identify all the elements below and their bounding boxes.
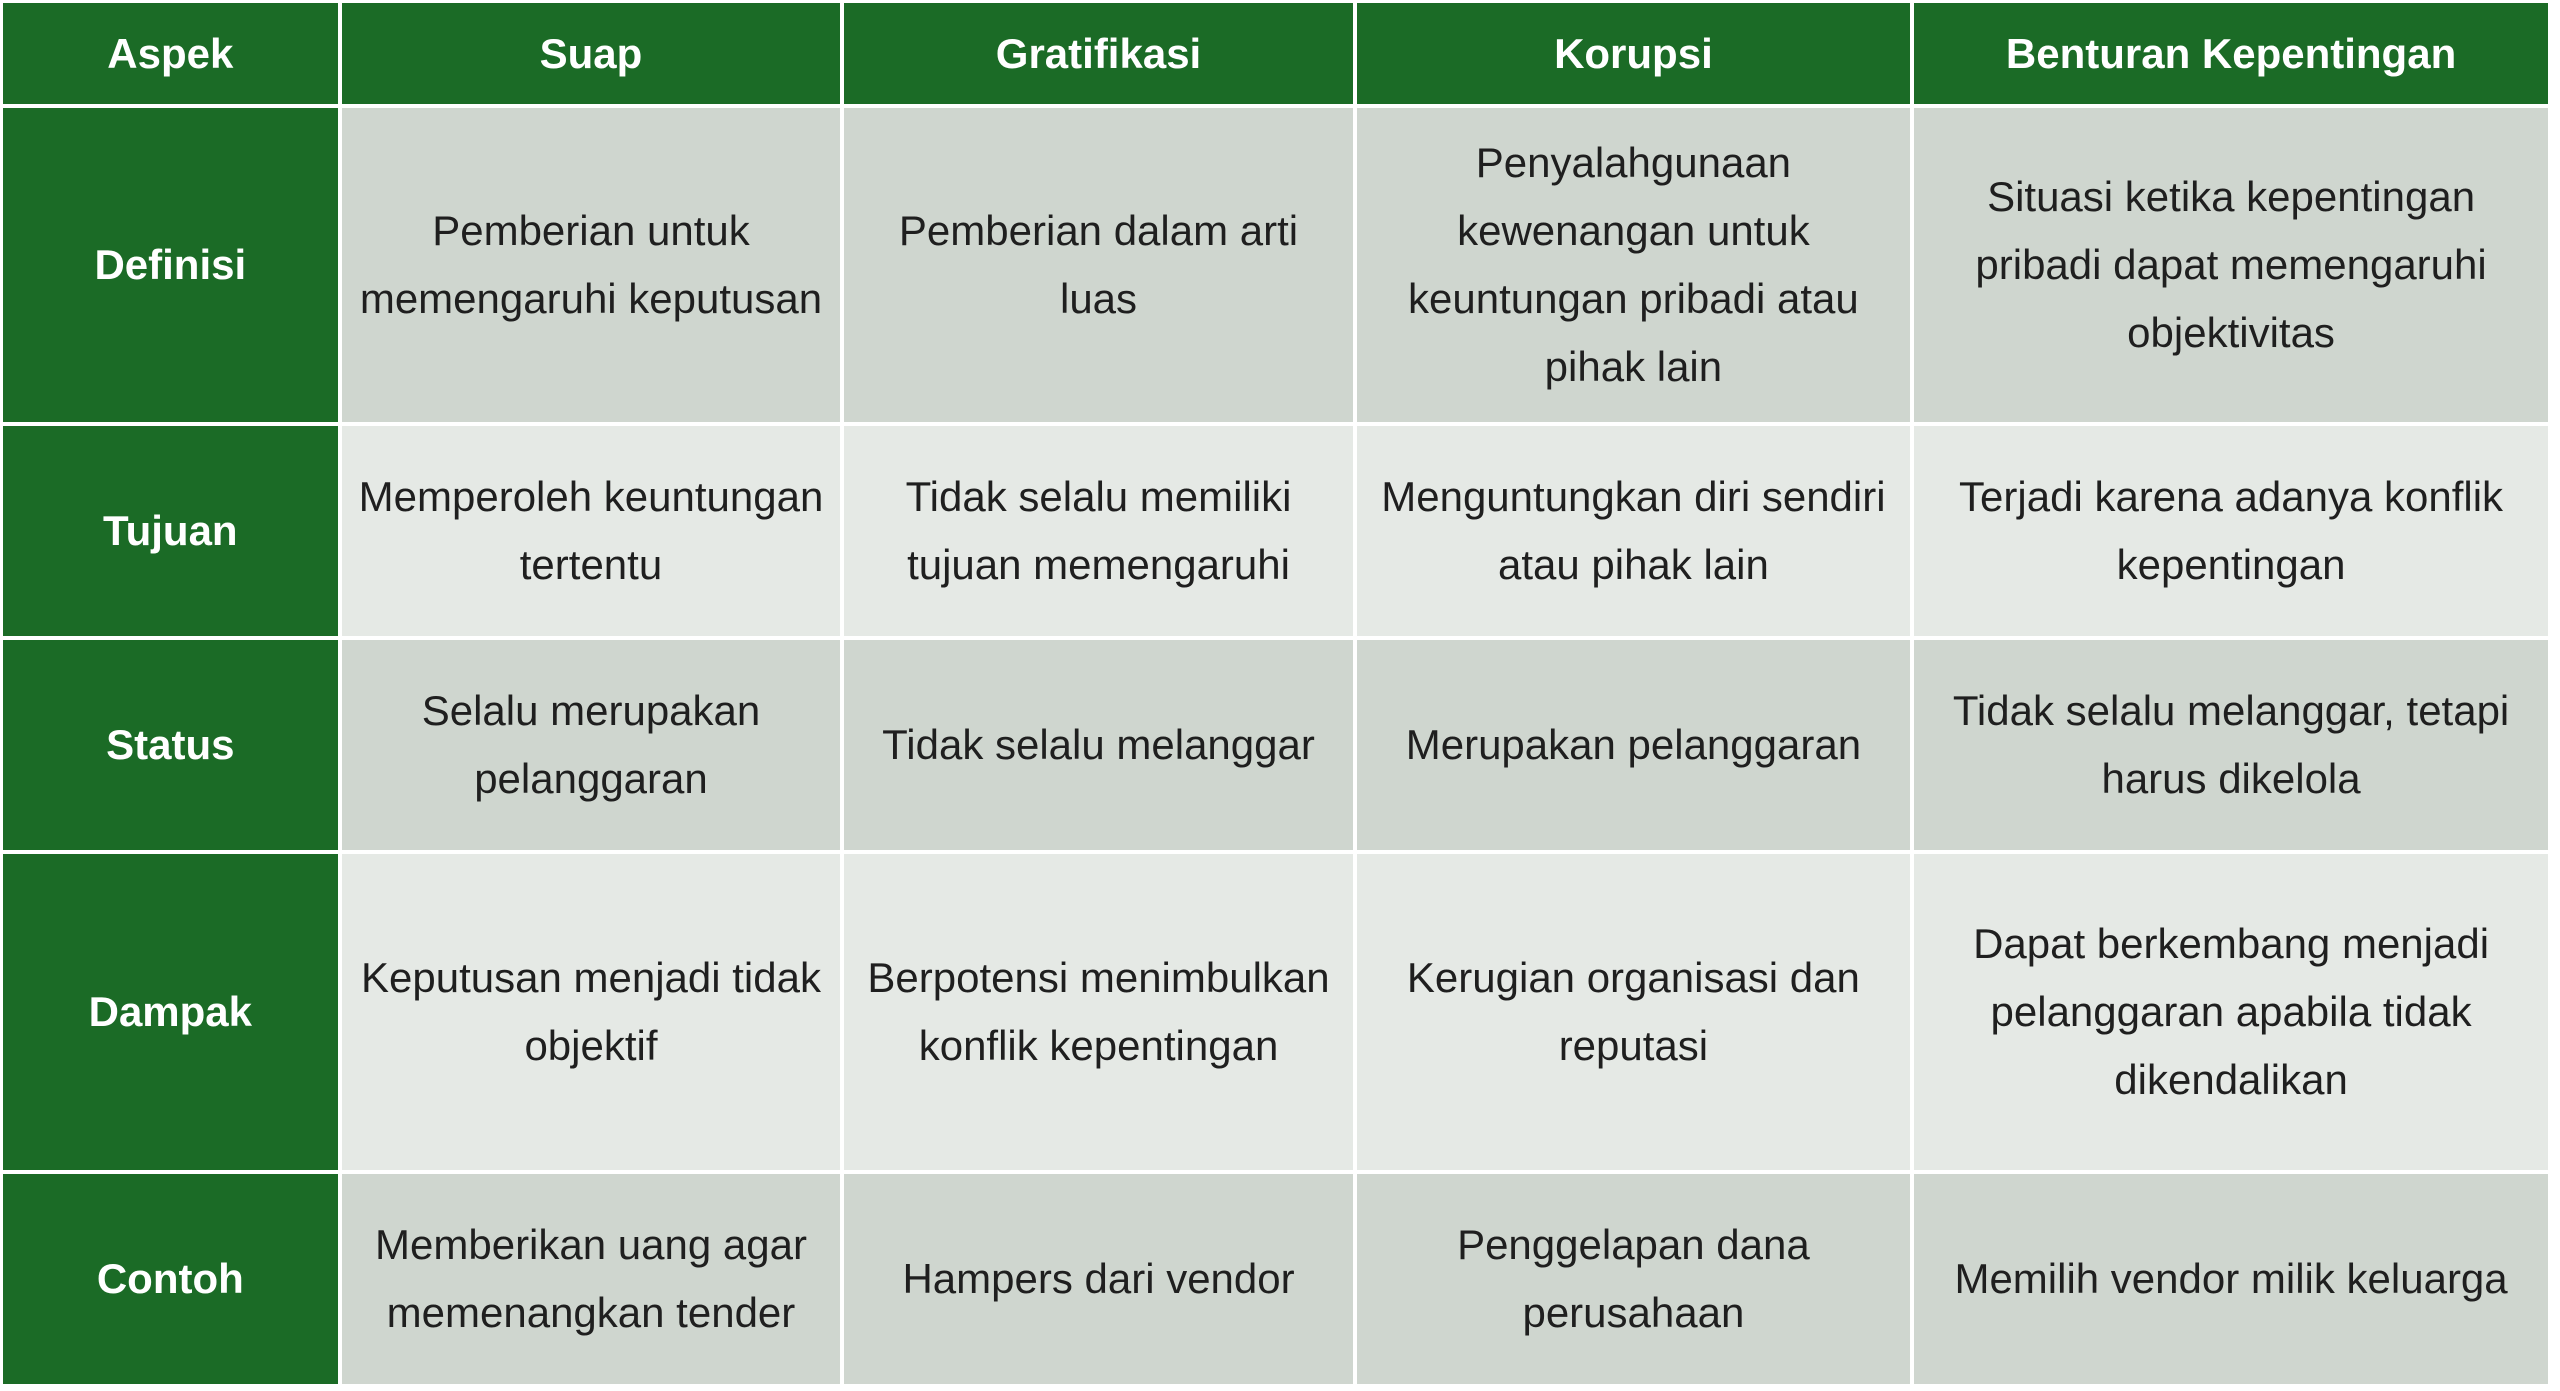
cell-tujuan-suap: Memperoleh keuntungan tertentu — [342, 426, 841, 636]
cell-definisi-gratifikasi: Pemberian dalam arti luas — [844, 108, 1352, 422]
cell-tujuan-benturan: Terjadi karena adanya konflik kepentingan — [1914, 426, 2548, 636]
header-korupsi: Korupsi — [1357, 3, 1910, 104]
header-gratifikasi: Gratifikasi — [844, 3, 1352, 104]
table-row-definisi — [3, 108, 2548, 422]
cell-status-korupsi: Merupakan pelanggaran — [1357, 640, 1910, 850]
cell-dampak-benturan: Dapat berkembang menjadi pelanggaran apabila tidak dikendalikan — [1914, 854, 2548, 1170]
cell-status-gratifikasi: Tidak selalu melanggar — [844, 640, 1352, 850]
table-header — [3, 3, 2548, 104]
cell-contoh-benturan: Memilih vendor milik keluarga — [1914, 1174, 2548, 1384]
table-body — [3, 108, 2548, 1384]
table-row-dampak — [3, 854, 2548, 1170]
cell-contoh-gratifikasi: Hampers dari vendor — [844, 1174, 1352, 1384]
cell-status-benturan: Tidak selalu melanggar, tetapi harus dikelola — [1914, 640, 2548, 850]
table-row-contoh — [3, 1174, 2548, 1384]
cell-definisi-korupsi: Penyalahgunaan kewenangan untuk keuntungan pribadi atau pihak lain — [1357, 108, 1910, 422]
table-row-tujuan — [3, 426, 2548, 636]
cell-tujuan-gratifikasi: Tidak selalu memiliki tujuan memengaruhi — [844, 426, 1352, 636]
cell-definisi-benturan: Situasi ketika kepentingan pribadi dapat memengaruhi objektivitas — [1914, 108, 2548, 422]
table-row-status — [3, 640, 2548, 850]
cell-dampak-korupsi: Kerugian organisasi dan reputasi — [1357, 854, 1910, 1170]
header-aspek: Aspek — [3, 3, 338, 104]
row-label-dampak: Dampak — [3, 854, 338, 1170]
row-label-status: Status — [3, 640, 338, 850]
cell-contoh-korupsi: Penggelapan dana perusahaan — [1357, 1174, 1910, 1384]
cell-dampak-suap: Keputusan menjadi tidak objektif — [342, 854, 841, 1170]
header-row — [3, 3, 2548, 104]
cell-status-suap: Selalu merupakan pelanggaran — [342, 640, 841, 850]
cell-contoh-suap: Memberikan uang agar memenangkan tender — [342, 1174, 841, 1384]
cell-tujuan-korupsi: Menguntungkan diri sendiri atau pihak lain — [1357, 426, 1910, 636]
cell-definisi-suap: Pemberian untuk memengaruhi keputusan — [342, 108, 841, 422]
row-label-contoh: Contoh — [3, 1174, 338, 1384]
header-suap: Suap — [342, 3, 841, 104]
row-label-definisi: Definisi — [3, 108, 338, 422]
row-label-tujuan: Tujuan — [3, 426, 338, 636]
cell-dampak-gratifikasi: Berpotensi menimbulkan konflik kepentingan — [844, 854, 1352, 1170]
header-benturan-kepentingan: Benturan Kepentingan — [1914, 3, 2548, 104]
